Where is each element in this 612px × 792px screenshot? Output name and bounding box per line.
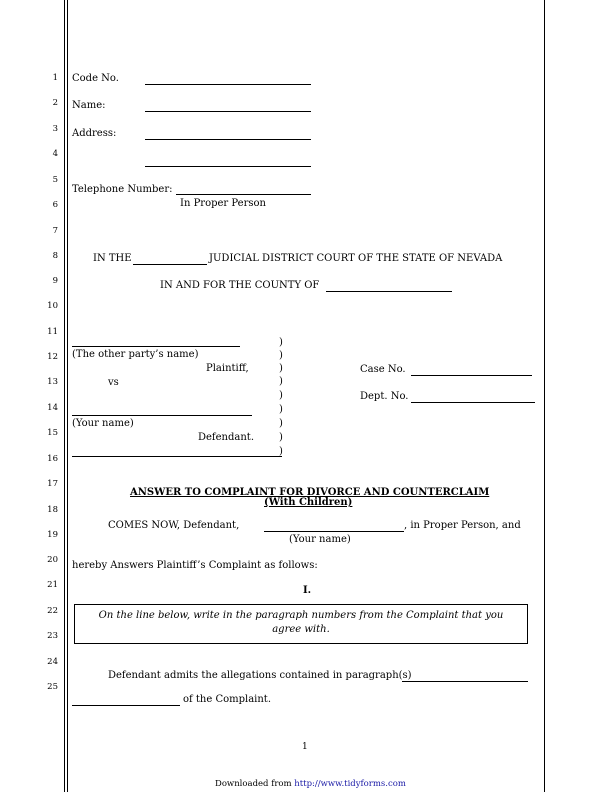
- address-field-line1[interactable]: [145, 139, 311, 140]
- other-party-name-field[interactable]: [72, 346, 240, 347]
- case-no-field[interactable]: [411, 375, 532, 376]
- line-number: 9: [52, 276, 58, 286]
- your-name-field[interactable]: [72, 415, 252, 416]
- of-complaint-text: of the Complaint.: [183, 694, 272, 705]
- caption-paren: ): [279, 418, 283, 429]
- line-number: 21: [47, 580, 58, 590]
- line-number: 14: [47, 403, 58, 413]
- caption-paren: ): [279, 350, 283, 361]
- line-number: 18: [47, 505, 58, 515]
- line-number: 16: [47, 454, 58, 464]
- footer-prefix: Downloaded from: [215, 779, 292, 789]
- left-margin-rule-inner: [67, 0, 68, 792]
- document-subtitle: (With Children): [264, 497, 353, 508]
- line-number: 12: [47, 352, 58, 362]
- case-no-label: Case No.: [360, 364, 406, 375]
- vs-label: vs: [108, 377, 119, 388]
- address-field-line2[interactable]: [145, 166, 311, 167]
- document-title: ANSWER TO COMPLAINT FOR DIVORCE AND COUNTERCLAIM: [130, 487, 490, 498]
- judicial-district-field[interactable]: [133, 264, 207, 265]
- caption-bottom-line: [72, 456, 282, 457]
- line-number: 1: [52, 73, 58, 83]
- line-number: 6: [52, 200, 58, 210]
- hereby-text: hereby Answers Plaintiff’s Complaint as follows:: [72, 560, 318, 571]
- line-number: 17: [47, 479, 58, 489]
- line-number: 25: [47, 682, 58, 692]
- comes-now-text: COMES NOW, Defendant,: [108, 520, 240, 531]
- name-label: Name:: [72, 100, 106, 111]
- dept-no-field[interactable]: [411, 402, 535, 403]
- right-margin-rule: [544, 0, 545, 792]
- line-number: 19: [47, 530, 58, 540]
- line-number: 10: [47, 301, 58, 311]
- county-field[interactable]: [326, 291, 452, 292]
- caption-paren: ): [279, 390, 283, 401]
- line-number: 22: [47, 606, 58, 616]
- caption-paren: ): [279, 337, 283, 348]
- line-number: 15: [47, 428, 58, 438]
- line-number: 3: [52, 124, 58, 134]
- admitted-paragraphs-field-cont[interactable]: [72, 705, 180, 706]
- name-field[interactable]: [145, 111, 311, 112]
- caption-paren: ): [279, 404, 283, 415]
- line-number: 23: [47, 631, 58, 641]
- line-number: 5: [52, 175, 58, 185]
- dept-no-label: Dept. No.: [360, 391, 409, 402]
- address-label: Address:: [72, 128, 117, 139]
- proper-person-label: In Proper Person: [180, 198, 266, 209]
- admitted-paragraphs-field[interactable]: [402, 681, 528, 682]
- court-heading-prefix: IN THE: [93, 253, 132, 264]
- county-heading: IN AND FOR THE COUNTY OF: [160, 280, 320, 291]
- admits-text: Defendant admits the allegations contained in paragraph(s): [108, 670, 412, 681]
- line-number: 4: [52, 149, 58, 159]
- your-name-label: (Your name): [72, 418, 134, 429]
- section-i-heading: I.: [303, 585, 312, 596]
- download-footer: [215, 779, 406, 789]
- telephone-label: Telephone Number:: [72, 184, 173, 195]
- defendant-label: Defendant.: [198, 432, 254, 443]
- code-field[interactable]: [145, 84, 311, 85]
- code-label: Code No.: [72, 73, 119, 84]
- left-margin-rule-outer: [64, 0, 65, 792]
- defendant-name-field[interactable]: [264, 531, 404, 532]
- line-number: 7: [52, 226, 58, 236]
- proper-person-suffix: , in Proper Person, and: [404, 520, 521, 531]
- caption-paren: ): [279, 432, 283, 443]
- telephone-field[interactable]: [176, 194, 311, 195]
- line-number: 2: [52, 98, 58, 108]
- caption-paren: ): [279, 446, 283, 457]
- page-number: 1: [302, 742, 308, 752]
- line-number: 13: [47, 377, 58, 387]
- plaintiff-label: Plaintiff,: [206, 363, 249, 374]
- caption-paren: ): [279, 376, 283, 387]
- line-number: 8: [52, 251, 58, 261]
- other-party-name-label: (The other party’s name): [72, 349, 199, 360]
- caption-paren: ): [279, 363, 283, 374]
- instruction-box: On the line below, write in the paragraph numbers from the Complaint that you agree with.: [74, 604, 528, 644]
- footer-link[interactable]: http://www.tidyforms.com: [294, 779, 406, 789]
- line-number: 20: [47, 555, 58, 565]
- defendant-name-hint: (Your name): [289, 534, 351, 545]
- line-number: 11: [47, 327, 58, 337]
- court-heading-suffix: JUDICIAL DISTRICT COURT OF THE STATE OF NEVADA: [209, 253, 503, 264]
- line-number: 24: [47, 657, 58, 667]
